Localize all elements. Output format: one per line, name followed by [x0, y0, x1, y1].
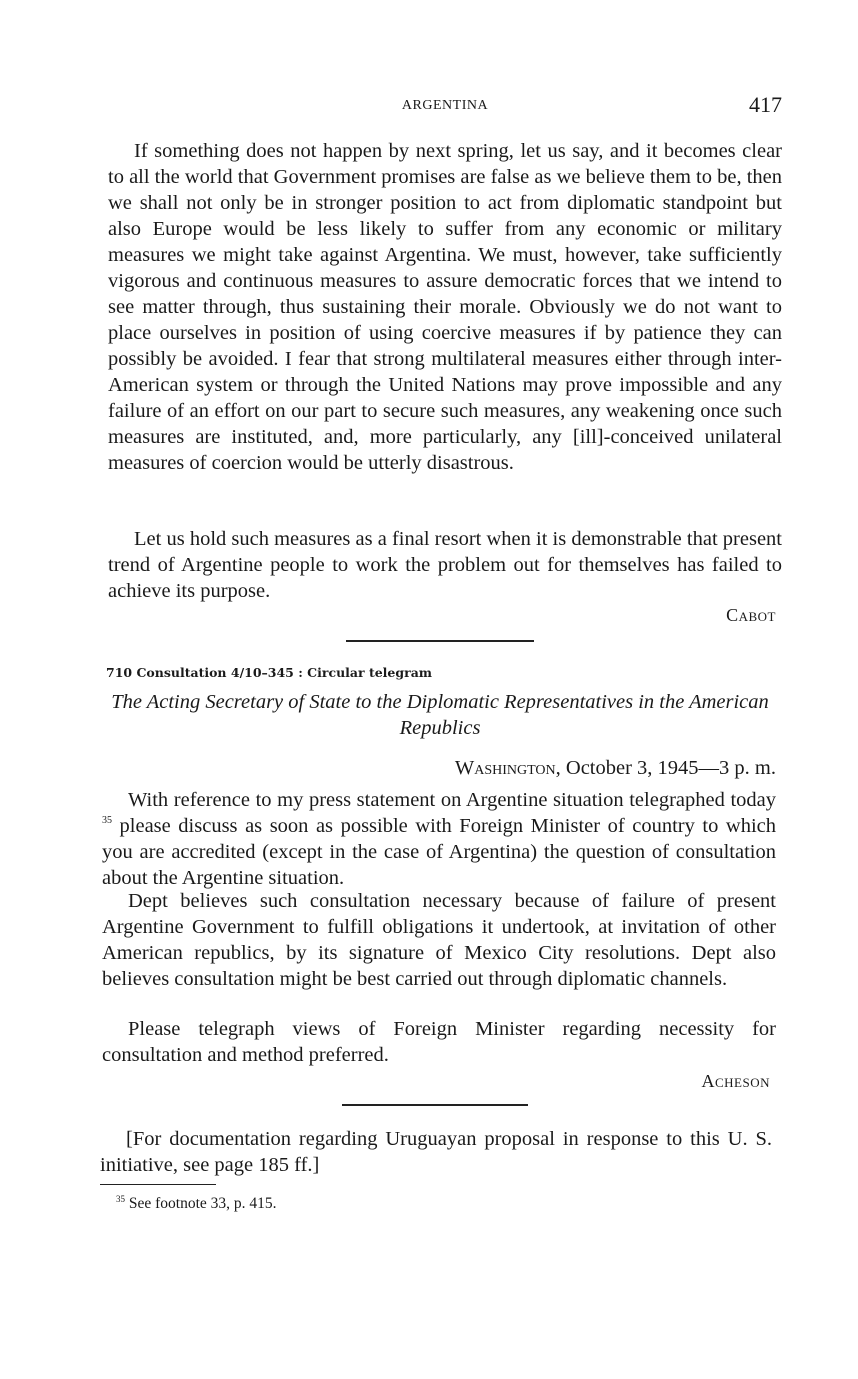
dateline-date: , October 3, 1945—3 p. m. [555, 757, 776, 779]
acheson-paragraph-1 [102, 787, 776, 891]
acheson-signature: Acheson [701, 1071, 770, 1091]
footnote-rule [100, 1184, 216, 1185]
running-title: ARGENTINA [401, 98, 489, 113]
paragraph-text-part-2: please discuss as soon as possible with Foreign Minister of country to which you are accredited (except in the case of Argentina) the question of consultation about the Argentine situation. [102, 815, 776, 889]
file-reference: 710 Consultation 4/10–345 : Circular telegram [106, 665, 433, 680]
cabot-paragraph-2: Let us hold such measures as a final resort when it is demonstrable that present trend of Argentine people to work the problem out for themselves has failed to achieve its purpose. [108, 528, 782, 602]
cabot-paragraph-1: If something does not happen by next spring, let us say, and it becomes clear to all the world that Government promises are false as we believe them to be, then we shall not only be in stronger position to act from diplomatic standpoint but also Europe would be less likely to suffer from any economic or military measures we might take against Argentina. We must, however, take sufficiently vigorous and continuous measures to assure democratic forces that we intend to see matter through, thus sustaining their morale. Obviously we do not want to place ourselves in position of using coercive measures if by patience they can possibly be avoided. I fear that strong multilateral measures either through inter-American system or through the United Nations may prove impossible and any failure of an effort on our part to secure such measures, any weakening once such measures are instituted, and, more particularly, any [ill]-conceived unilateral measures of coercion would be utterly disastrous. [108, 140, 783, 474]
acheson-paragraph-2: Dept believes such consultation necessary because of failure of present Argentine Government to fulfill obligations it undertook, at invitation of other American republics, by its signature of Mexico City resolutions. Dept also believes consultation might be best carried out through diplomatic channels. [102, 890, 776, 990]
cabot-signature: Cabot [726, 605, 776, 625]
dateline [455, 757, 776, 780]
footnote-reference: 35 [102, 815, 112, 826]
acheson-paragraph-3: Please telegraph views of Foreign Minister regarding necessity for consultation and method preferred. [102, 1018, 776, 1066]
running-header [108, 92, 782, 122]
document-title: The Acting Secretary of State to the Diplomatic Representatives in the American Republics [111, 691, 769, 739]
footnote-text: See footnote 33, p. 415. [125, 1195, 277, 1212]
dateline-place: Washington [454, 757, 556, 779]
section-divider-2 [342, 1104, 528, 1106]
editorial-note: [For documentation regarding Uruguayan proposal in response to this U. S. initiative, see page 185 ff.] [100, 1128, 772, 1176]
paragraph-text-part-1: With reference to my press statement on Argentine situation telegraphed today [128, 789, 776, 811]
footnote-marker: 35 [116, 1194, 125, 1204]
footnote [116, 1195, 277, 1213]
page-number: 417 [749, 92, 782, 117]
section-divider [346, 640, 534, 642]
